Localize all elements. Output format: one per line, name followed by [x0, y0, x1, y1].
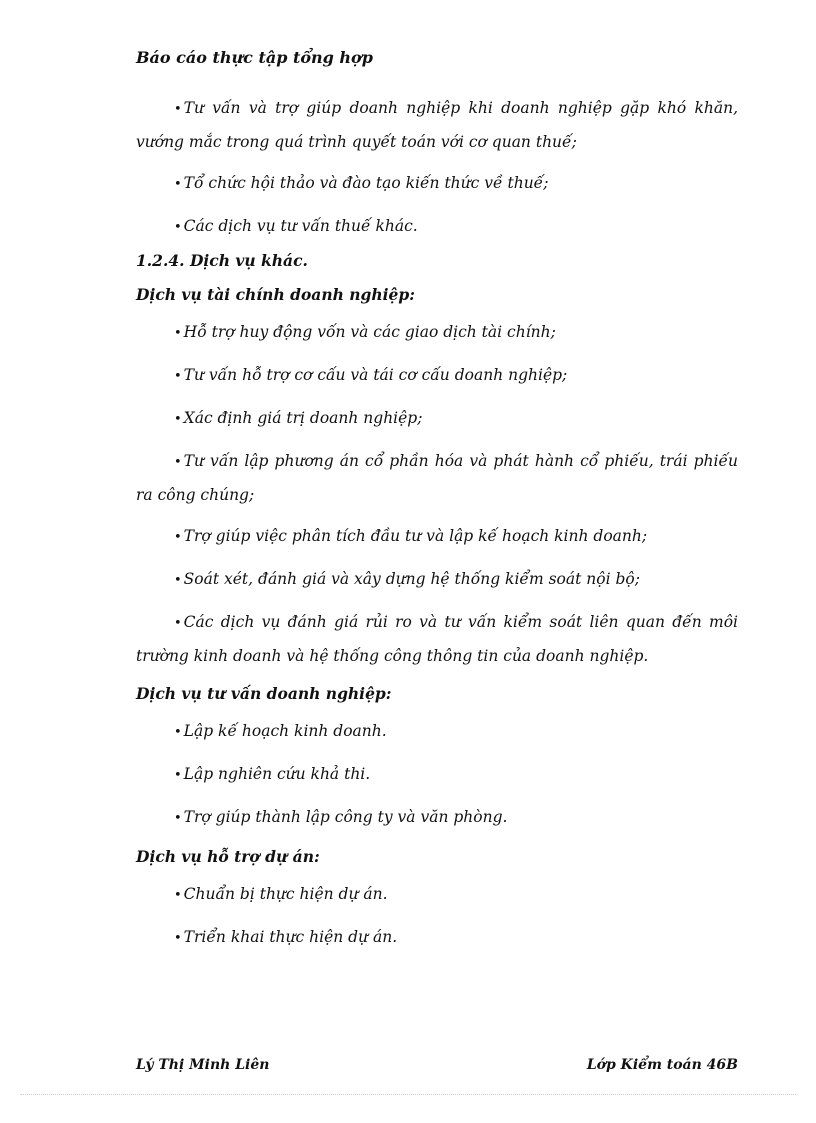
bullet-icon: •: [174, 369, 182, 384]
bullet-icon: •: [174, 616, 182, 631]
bullet-icon: •: [174, 931, 182, 946]
bullet-icon: •: [174, 888, 182, 903]
list-item: • Tổ chức hội thảo và đào tạo kiến thức về thuế;: [174, 174, 549, 192]
page-bottom-divider: [20, 1094, 796, 1095]
list-item: • Chuẩn bị thực hiện dự án.: [174, 885, 388, 903]
bullet-icon: •: [174, 177, 182, 192]
list-item: • Tư vấn và trợ giúp doanh nghiệp khi doanh nghiệp gặp khó khăn, vướng mắc trong quá trình quyết toán với cơ quan thuế;: [136, 99, 738, 151]
list-item: • Lập nghiên cứu khả thi.: [174, 765, 371, 783]
page-footer: [136, 1057, 738, 1073]
list-item: • Triển khai thực hiện dự án.: [174, 928, 398, 946]
finance-heading: Dịch vụ tài chính doanh nghiệp:: [136, 285, 415, 304]
bullet-icon: •: [174, 768, 182, 783]
page-header-title: Báo cáo thực tập tổng hợp: [136, 48, 373, 67]
bullet-icon: •: [174, 102, 182, 117]
consulting-heading: Dịch vụ tư vấn doanh nghiệp:: [136, 684, 392, 703]
list-item: • Tư vấn lập phương án cổ phần hóa và phát hành cổ phiếu, trái phiếu ra công chúng;: [136, 452, 738, 504]
list-item: • Các dịch vụ đánh giá rủi ro và tư vấn kiểm soát liên quan đến môi trường kinh doanh và hệ thống công thông tin của doanh nghiệp.: [136, 613, 738, 665]
list-item: • Trợ giúp việc phân tích đầu tư và lập kế hoạch kinh doanh;: [174, 527, 648, 545]
document-body: [136, 92, 738, 964]
bullet-icon: •: [174, 220, 182, 235]
footer-author: Lý Thị Minh Liên: [136, 1057, 270, 1073]
bullet-icon: •: [174, 811, 182, 826]
bullet-icon: •: [174, 530, 182, 545]
list-item: • Trợ giúp thành lập công ty và văn phòng.: [174, 808, 508, 826]
list-item: • Các dịch vụ tư vấn thuế khác.: [174, 217, 418, 235]
section-heading: 1.2.4. Dịch vụ khác.: [136, 251, 308, 270]
list-item: • Hỗ trợ huy động vốn và các giao dịch tài chính;: [174, 323, 556, 341]
bullet-icon: •: [174, 326, 182, 341]
project-heading: Dịch vụ hỗ trợ dự án:: [136, 847, 320, 866]
list-item: • Lập kế hoạch kinh doanh.: [174, 722, 387, 740]
list-item: • Soát xét, đánh giá và xây dựng hệ thống kiểm soát nội bộ;: [174, 570, 640, 588]
bullet-icon: •: [174, 725, 182, 740]
bullet-icon: •: [174, 455, 182, 470]
list-item: • Tư vấn hỗ trợ cơ cấu và tái cơ cấu doanh nghiệp;: [174, 366, 568, 384]
list-item: • Xác định giá trị doanh nghiệp;: [174, 409, 423, 427]
bullet-icon: •: [174, 573, 182, 588]
bullet-icon: •: [174, 412, 182, 427]
footer-class: Lớp Kiểm toán 46B: [586, 1057, 738, 1073]
